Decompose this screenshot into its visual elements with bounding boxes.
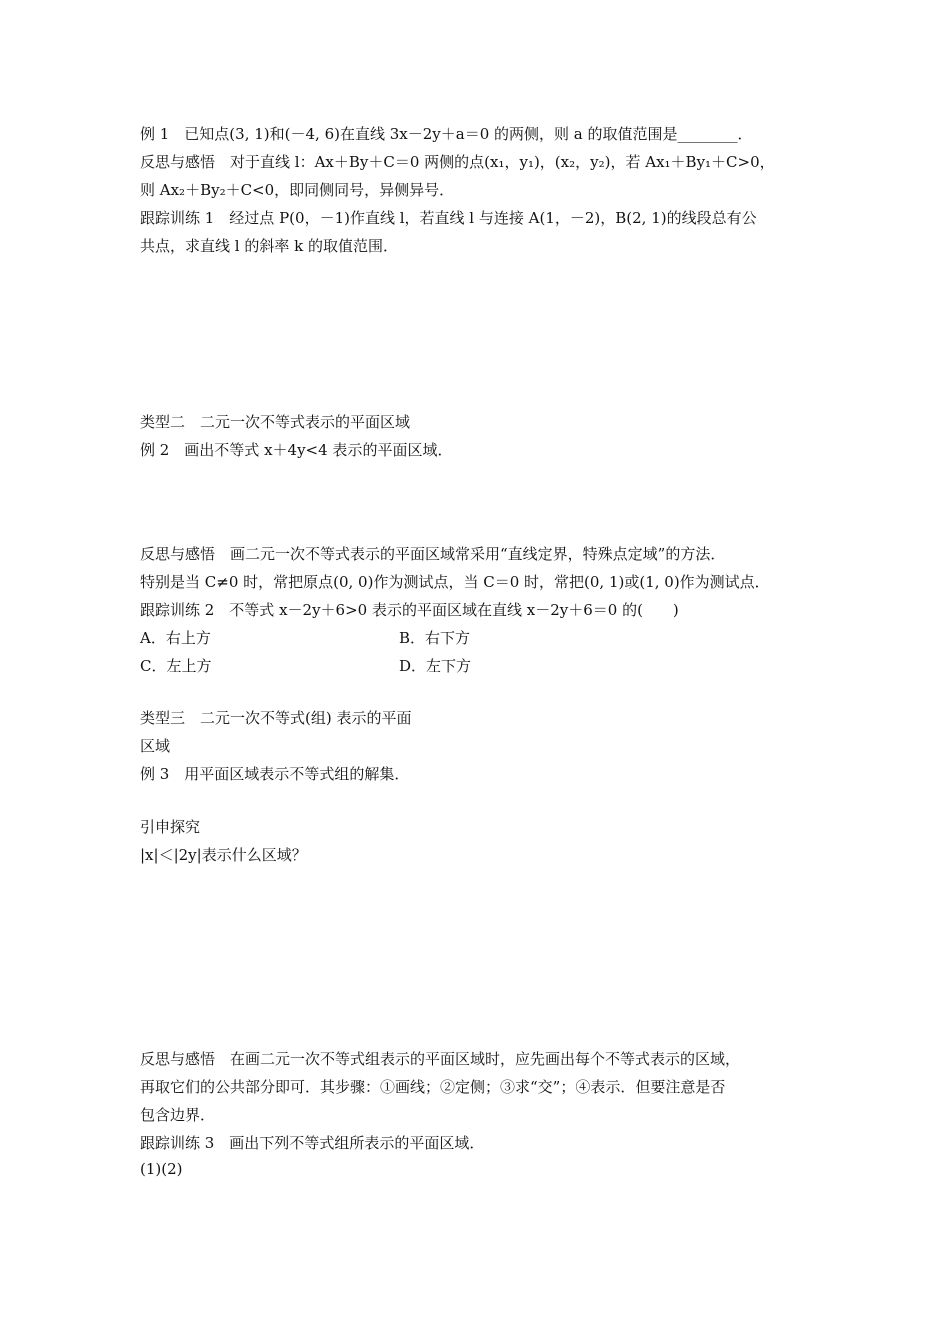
- example-2-text: 例 2 画出不等式 x＋4y<4 表示的平面区域．: [140, 441, 453, 459]
- reflection-1-line-2: 则 Ax₂＋By₂＋C<0，即同侧同号，异侧异号．: [140, 181, 455, 199]
- training-3-parts: (1)(2): [140, 1160, 183, 1178]
- option-d: D．左下方: [399, 657, 472, 675]
- training-3-question: 跟踪训练 3 画出下列不等式组所表示的平面区域．: [140, 1134, 485, 1152]
- type-3-heading-line-2: 区域: [140, 737, 171, 755]
- example-1-text: 例 1 已知点(3, 1)和(－4, 6)在直线 3x－2y＋a＝0 的两侧，则 a 的取值范围是________．: [140, 125, 753, 143]
- example-3-text: 例 3 用平面区域表示不等式组的解集．: [140, 765, 410, 783]
- option-b: B．右下方: [399, 629, 471, 647]
- training-1-line-1: 跟踪训练 1 经过点 P(0，－1)作直线 l，若直线 l 与连接 A(1，－2)，B(2, 1)的线段总有公: [140, 209, 757, 227]
- reflection-3-line-1: 反思与感悟 在画二元一次不等式组表示的平面区域时，应先画出每个不等式表示的区域，: [140, 1050, 741, 1068]
- extension-heading: 引申探究: [140, 818, 201, 836]
- reflection-2-line-1: 反思与感悟 画二元一次不等式表示的平面区域常采用“直线定界，特殊点定域”的方法．: [140, 545, 726, 563]
- training-2-question: 跟踪训练 2 不等式 x－2y＋6>0 表示的平面区域在直线 x－2y＋6＝0 的( ): [140, 601, 679, 619]
- reflection-3-line-3: 包含边界．: [140, 1106, 216, 1124]
- reflection-3-line-2: 再取它们的公共部分即可．其步骤：①画线；②定侧；③求“交”；④表示．但要注意是否: [140, 1078, 726, 1096]
- reflection-2-line-2: 特别是当 C≠0 时，常把原点(0, 0)作为测试点，当 C＝0 时，常把(0, 1)或(1, 0)作为测试点．: [140, 573, 770, 591]
- option-c: C．左上方: [140, 657, 212, 675]
- option-a: A．右上方: [140, 629, 211, 647]
- training-1-line-2: 共点，求直线 l 的斜率 k 的取值范围．: [140, 237, 398, 255]
- reflection-1-line-1: 反思与感悟 对于直线 l：Ax＋By＋C＝0 两侧的点(x₁，y₁)，(x₂，y₂)，若 Ax₁＋By₁＋C>0，: [140, 153, 775, 171]
- type-2-heading: 类型二 二元一次不等式表示的平面区域: [140, 413, 411, 431]
- extension-question: |x|＜|2y|表示什么区域？: [140, 846, 307, 864]
- type-3-heading-line-1: 类型三 二元一次不等式(组) 表示的平面: [140, 709, 412, 727]
